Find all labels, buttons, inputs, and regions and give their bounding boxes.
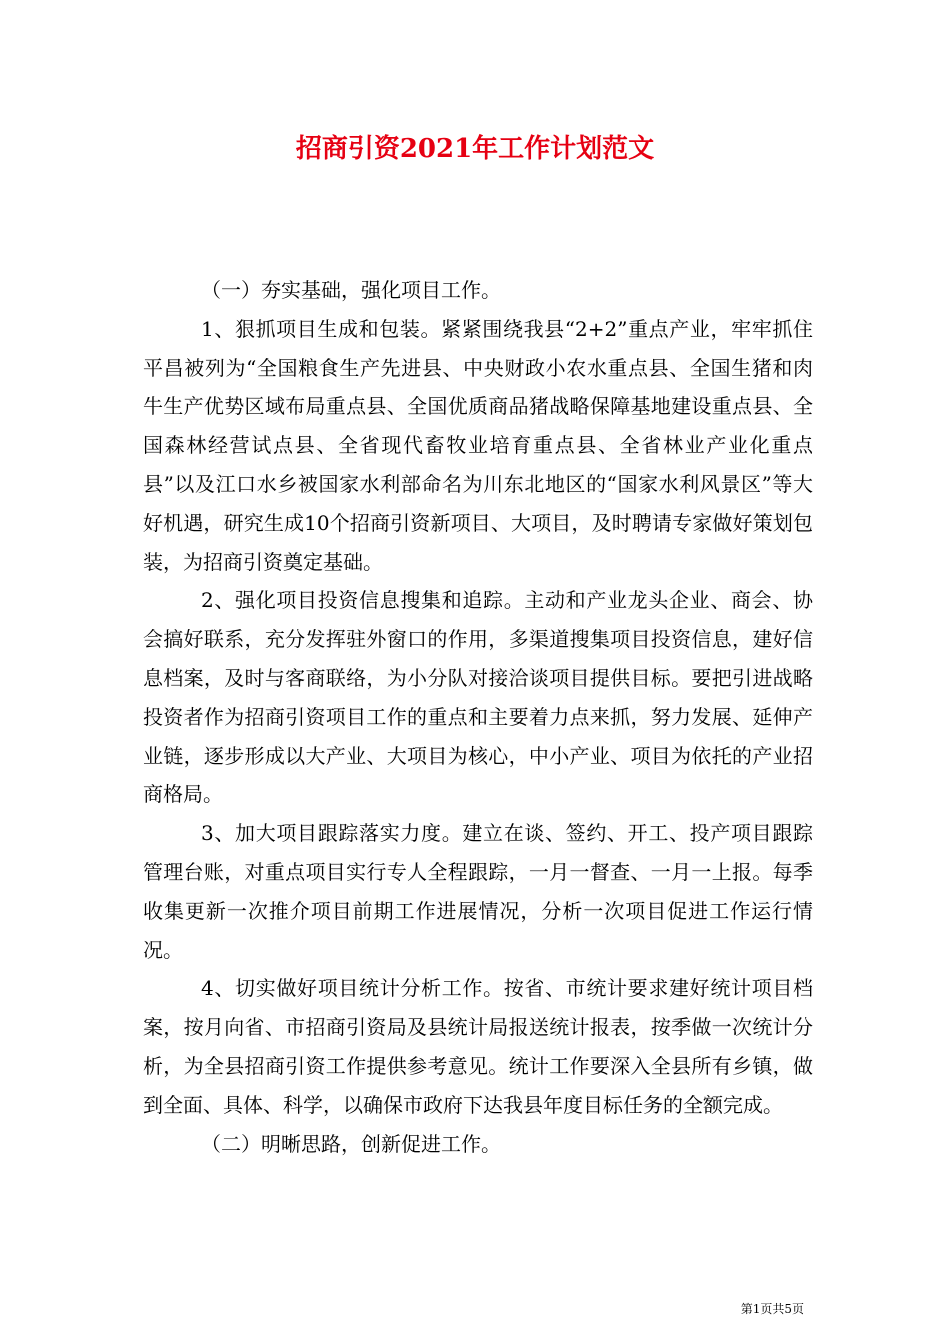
section-heading-2: （二）明晰思路，创新促进工作。 xyxy=(201,1131,501,1156)
paragraph-item-2: 2、强化项目投资信息搜集和追踪。主动和产业龙头企业、商会、协会搞好联系，充分发挥驻外窗口的作用，多渠道搜集项目投资信息，建好信息档案，及时与客商联络，为小分队对接洽谈项目提供目标。要把引进战略投资者作为招商引资项目工作的重点和主要着力点来抓，努力发展、延伸产业链，逐步形成以大产业、大项目为核心，中小产业、项目为依托的产业招商格局。 xyxy=(143,588,813,807)
page-number: 第1页共5页 xyxy=(740,1302,804,1316)
section-heading-1: （一）夯实基础，强化项目工作。 xyxy=(201,278,501,302)
document-body xyxy=(143,271,813,1163)
paragraph-item-3: 3、加大项目跟踪落实力度。建立在谈、签约、开工、投产项目跟踪管理台账，对重点项目实行专人全程跟踪，一月一督查、一月一上报。每季收集更新一次推介项目前期工作进展情况，分析一次项目促进工作运行情况。 xyxy=(143,821,813,962)
document-title: 招商引资2021年工作计划范文 xyxy=(295,134,655,164)
paragraph-item-1: 1、狠抓项目生成和包装。紧紧围绕我县“2+2”重点产业，牢牢抓住平昌被列为“全国粮食生产先进县、中央财政小农水重点县、全国生猪和肉牛生产优势区域布局重点县、全国优质商品猪战略保障基地建设重点县、全国森林经营试点县、全省现代畜牧业培育重点县、全省林业产业化重点县”以及江口水乡被国家水利部命名为川东北地区的“国家水利风景区”等大好机遇，研究生成10个招商引资新项目、大项目，及时聘请专家做好策划包装，为招商引资奠定基础。 xyxy=(143,316,813,574)
paragraph-item-4: 4、切实做好项目统计分析工作。按省、市统计要求建好统计项目档案，按月向省、市招商引资局及县统计局报送统计报表，按季做一次统计分析，为全县招商引资工作提供参考意见。统计工作要深入全县所有乡镇，做到全面、具体、科学，以确保市政府下达我县年度目标任务的全额完成。 xyxy=(143,976,813,1117)
